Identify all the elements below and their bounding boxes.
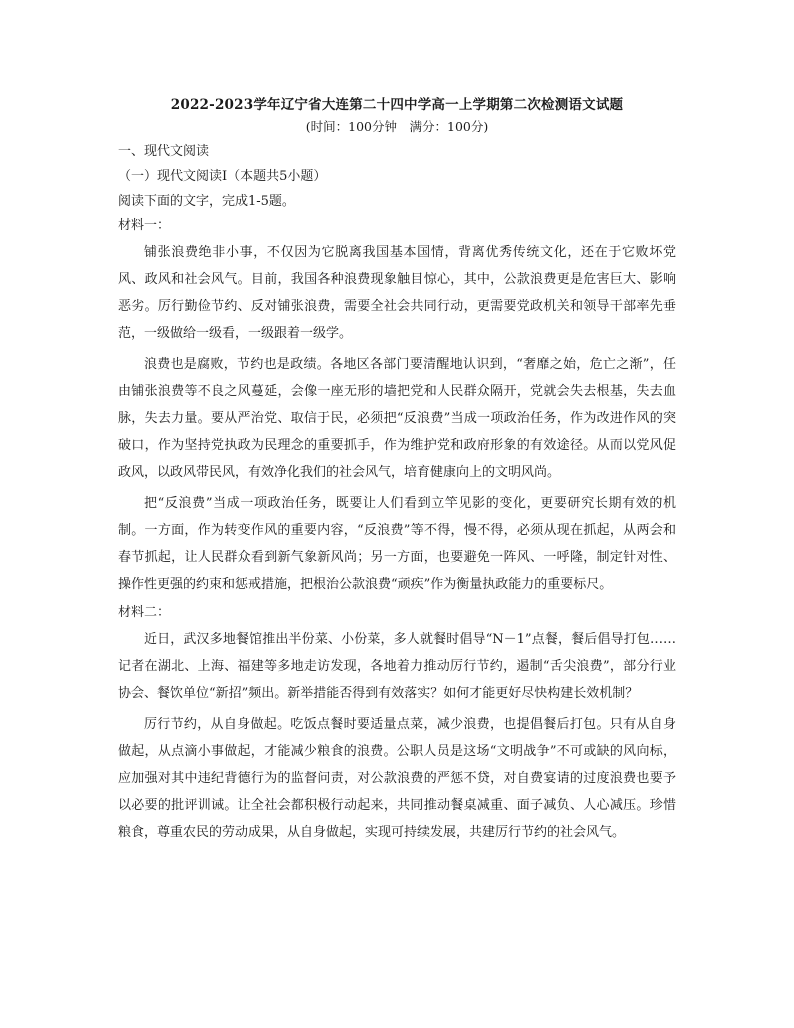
subsection-heading: （一）现代文阅读Ⅰ（本题共5小题） <box>118 169 327 184</box>
exam-time-and-score: (时间：100分钟 满分：100分) <box>305 119 489 134</box>
material-one-paragraph: 把“反浪费”当成一项政治任务，既要让人们看到立竿见影的变化，更要研究长期有效的机制。一方面，作为转变作风的重要内容，“反浪费”等不得，慢不得，必须从现在抓起，从两会和春节抓起，让人民群众看到新气象新风尚；另一方面，也要避免一阵风、一呼隆，制定针对性、操作性更强的约束和惩戒措施，把根治公款浪费“顽疾”作为衡量执政能力的重要标尺。 <box>118 496 676 592</box>
reading-instruction: 阅读下面的文字，完成1-5题。 <box>118 194 295 209</box>
section-heading: 一、现代文阅读 <box>118 144 210 159</box>
material-one-paragraph: 铺张浪费绝非小事，不仅因为它脱离我国基本国情，背离优秀传统文化，还在于它败坏党风、政风和社会风气。目前，我国各种浪费现象触目惊心，其中，公款浪费更是危害巨大、影响恶劣。厉行勤俭节约、反对铺张浪费，需要全社会共同行动，更需要党政机关和领导干部率先垂范，一级做给一级看，一级跟着一级学。 <box>118 245 676 341</box>
material-one-label: 材料一： <box>118 218 171 233</box>
material-two-paragraph: 近日，武汉多地餐馆推出半份菜、小份菜，多人就餐时倡导“N－1”点餐，餐后倡导打包……记者在湖北、上海、福建等多地走访发现，各地着力推动厉行节约，遏制“舌尖浪费”，部分行业协会、餐饮单位“新招”频出。新举措能否得到有效落实？如何才能更好尽快构建长效机制？ <box>118 632 676 701</box>
material-two-label: 材料二： <box>118 605 171 620</box>
document-title: 2022-2023学年辽宁省大连第二十四中学高一上学期第二次检测语文试题 <box>170 97 624 113</box>
material-one-paragraph: 浪费也是腐败，节约也是政绩。各地区各部门要清醒地认识到，“奢靡之始，危亡之渐”，任由铺张浪费等不良之风蔓延，会像一座无形的墙把党和人民群众隔开，党就会失去根基，失去血脉，失去力量。要从严治党、取信于民，必须把“反浪费”当成一项政治任务，作为改进作风的突破口，作为坚持党执政为民理念的重要抓手，作为维护党和政府形象的有效途径。从而以党风促政风，以政风带民风，有效净化我们的社会风气，培育健康向上的文明风尚。 <box>118 357 676 480</box>
material-two-paragraph: 厉行节约，从自身做起。吃饭点餐时要适量点菜，减少浪费，也提倡餐后打包。只有从自身做起，从点滴小事做起，才能减少粮食的浪费。公职人员是这场“文明战争”不可或缺的风向标，应加强对其中违纪背德行为的监督问责，对公款浪费的严惩不贷，对自费宴请的过度浪费也要予以必要的批评训诫。让全社会都积极行动起来，共同推动餐桌减重、面子减负、人心减压。珍惜粮食，尊重农民的劳动成果，从自身做起，实现可持续发展，共建厉行节约的社会风气。 <box>118 717 676 840</box>
